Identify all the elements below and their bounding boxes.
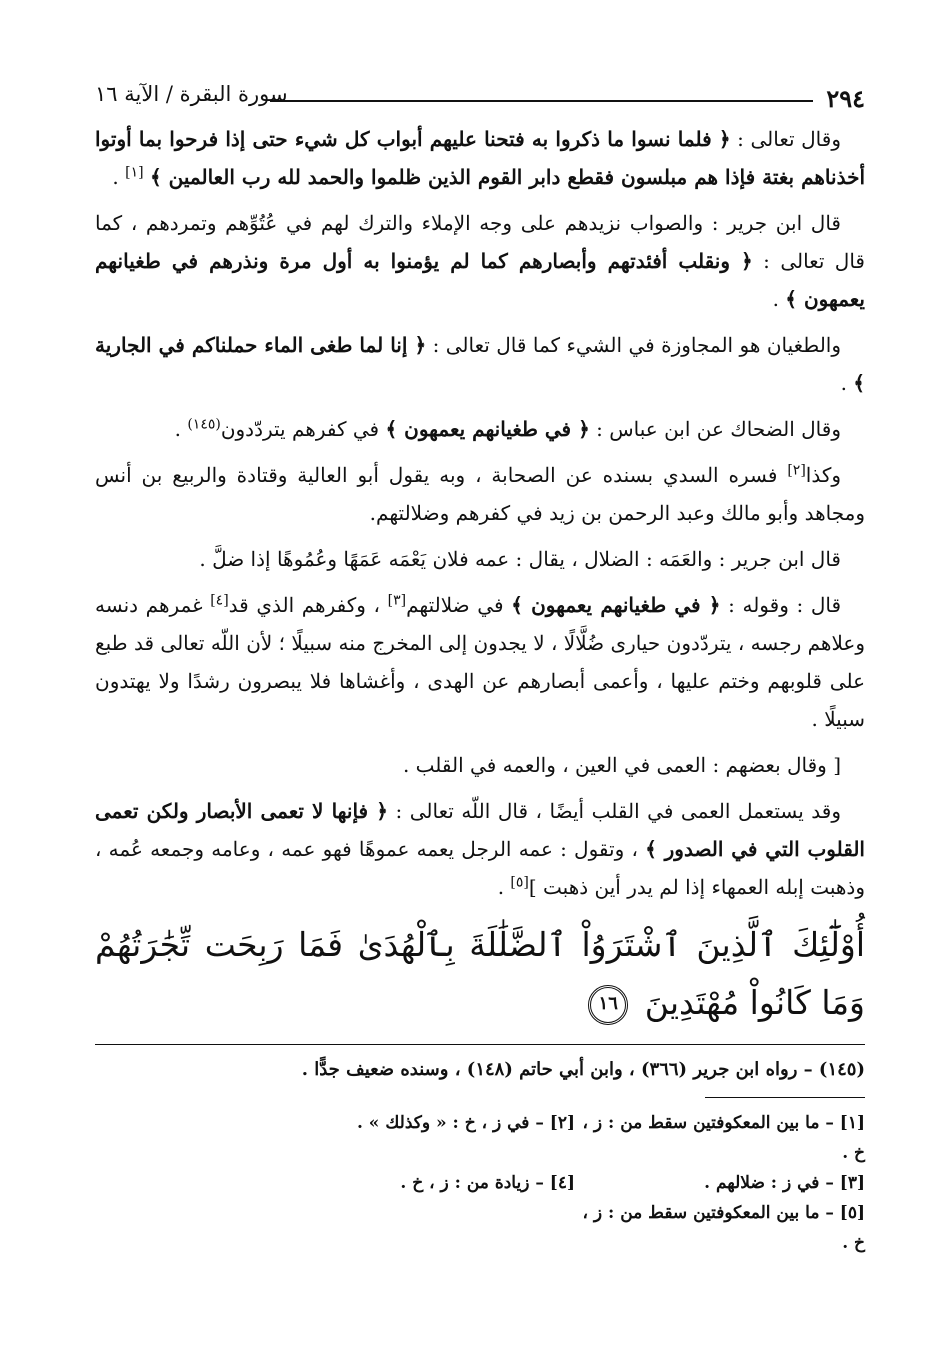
paragraph-text: ، وكفرهم الذي قد xyxy=(228,593,388,617)
punct: . xyxy=(112,165,126,189)
paragraph-text: وقال الضحاك عن ابن عباس : xyxy=(596,417,841,441)
paragraph-text: [ وقال بعضهم : العمى في العين ، والعمه في القلب . xyxy=(402,753,841,777)
paragraph-text: وقال تعالى : xyxy=(737,127,841,151)
footnote-ref[interactable]: [٣] xyxy=(387,592,407,609)
paragraph-text: فسره السدي بسنده عن الصحابة ، وبه يقول أبو العالية وقتادة والربيع بن أنس ومجاهد وأبو مالك وعبد الرحمن بن زيد في كفرهم وضلالتهم. xyxy=(95,463,865,525)
paragraph-text: قال ابن جرير : والعَمَه : الضلال ، يقال : عمه فلان يَعْمَه عَمَهًا وعُمُوهًا إذا ضلَّ . xyxy=(199,547,841,571)
ayah-number-marker: ١٦ xyxy=(588,985,628,1025)
quran-quote: ﴿ ونقلب أفئدتهم وأبصارهم كما لم يؤمنوا به أول مرة ونذرهم في طغيانهم يعمهون ﴾ xyxy=(95,249,865,311)
footnote-row xyxy=(95,1198,865,1258)
running-title: سورة البقرة / الآية ١٦ xyxy=(95,82,288,106)
header-rule xyxy=(270,100,813,102)
punct: . xyxy=(840,371,854,395)
page xyxy=(95,80,865,1258)
punct: . xyxy=(772,287,786,311)
paragraph-3 xyxy=(95,326,865,402)
verse-text: أُوْلَٰٓئِكَ ٱلَّذِينَ ٱشْتَرَوُاْ ٱلضَّلَٰلَةَ بِٱلْهُدَىٰ فَمَا رَبِحَت تِّجَٰرَتُهُمْ وَمَا كَانُواْ مُهْتَدِينَ xyxy=(95,925,865,1022)
footnotes xyxy=(95,1108,865,1258)
page-number: ٢٩٤ xyxy=(826,84,865,113)
quran-quote: ﴿ فلما نسوا ما ذكروا به فتحنا عليهم أبواب كل شيء حتى إذا فرحوا بما أوتوا أخذناهم بغتة فإذا هم مبلسون فقطع دابر القوم الذين ظلموا والحمد لله رب العالمين ﴾ xyxy=(95,127,865,189)
footnote-ref[interactable]: [٥] xyxy=(510,874,529,891)
paragraph-9 xyxy=(95,792,865,906)
paragraph-text: غمرهم دنسه وعلاهم رجسه ، يتردّدون حيارى ضُلَّالًا ، لا يجدون إلى المخرج منه سبيلًا ؛ لأن اللّه تعالى قد طبع على قلوبهم وختم عليها ، وأعمى أبصارهم عن الهدى ، وأغشاها فلا يبصرون رشدًا ولا يهتدون سبيلًا . xyxy=(95,593,865,731)
footnote-row xyxy=(95,1108,865,1168)
quran-quote: ﴿ فإنها لا تعمى الأبصار ولكن تعمى القلوب التي في الصدور ﴾ xyxy=(95,799,865,861)
takhrij-note: (١٤٥) – رواه ابن جرير (٣٦٦) ، وابن أبي حاتم (١٤٨) ، وسنده ضعيف جدًّا . xyxy=(301,1059,865,1080)
paragraph-2 xyxy=(95,204,865,318)
paragraph-4 xyxy=(95,410,865,448)
quran-quote: ﴿ في طغيانهم يعمهون ﴾ xyxy=(385,417,590,441)
paragraph-text: ، وتقول : عمه الرجل يعمه عموهًا فهو عمه ، وعامه وجمعه عُمه ، وذهبت إبله العمهاء إذا لم يدر أين ذهبت ] xyxy=(95,837,865,899)
paragraph-text: وقد يستعمل العمى في القلب أيضًا ، قال اللّه تعالى : xyxy=(395,799,841,823)
footnote-5: [٥] – ما بين المعكوفتين سقط من : ز ، خ . xyxy=(582,1203,865,1253)
footnote-1: [١] – ما بين المعكوفتين سقط من : ز ، خ . xyxy=(582,1113,865,1163)
paragraph-text: والطغيان هو المجاوزة في الشيء كما قال تعالى : xyxy=(432,333,842,357)
paragraph-text: قال ابن جرير : والصواب نزيدهم على وجه الإملاء والترك لهم في عُتُوِّهم وتمردهم ، كما قال تعالى : xyxy=(95,211,865,273)
quran-quote: ﴿ في طغيانهم يعمهون ﴾ xyxy=(511,593,721,617)
footnote-ref[interactable]: [٤] xyxy=(210,592,229,609)
paragraph-7 xyxy=(95,586,865,738)
footnote-2: [٢] – في ز ، خ : « وكذلك » . xyxy=(356,1113,575,1133)
paragraph-text: وكذا xyxy=(805,463,842,487)
quran-quote: ﴿ إنا لما طغى الماء حملناكم في الجارية ﴾ xyxy=(95,333,865,395)
quran-verse xyxy=(95,916,865,1032)
footnote-row xyxy=(95,1168,865,1198)
footnote-divider xyxy=(705,1097,865,1098)
footnote-ref[interactable]: (١٤٥) xyxy=(187,416,221,433)
punct: . xyxy=(497,875,511,899)
paragraph-6 xyxy=(95,540,865,578)
footnote-4: [٤] – زيادة من : ز ، خ . xyxy=(400,1173,575,1193)
page-header xyxy=(95,80,865,120)
paragraph-5 xyxy=(95,456,865,532)
paragraph-1 xyxy=(95,120,865,196)
footnote-ref[interactable]: [٢] xyxy=(787,462,806,479)
paragraph-text: في كفرهم يتردّدون xyxy=(220,417,386,441)
footnote-3: [٣] – في ز : ضلالهم . xyxy=(704,1173,865,1193)
paragraph-8 xyxy=(95,746,865,784)
paragraph-text: في ضلالتهم xyxy=(406,593,512,617)
punct: . xyxy=(174,417,188,441)
paragraph-text: قال : وقوله : xyxy=(728,593,841,617)
footnote-ref[interactable]: [١] xyxy=(125,164,144,181)
divider xyxy=(95,1044,865,1045)
